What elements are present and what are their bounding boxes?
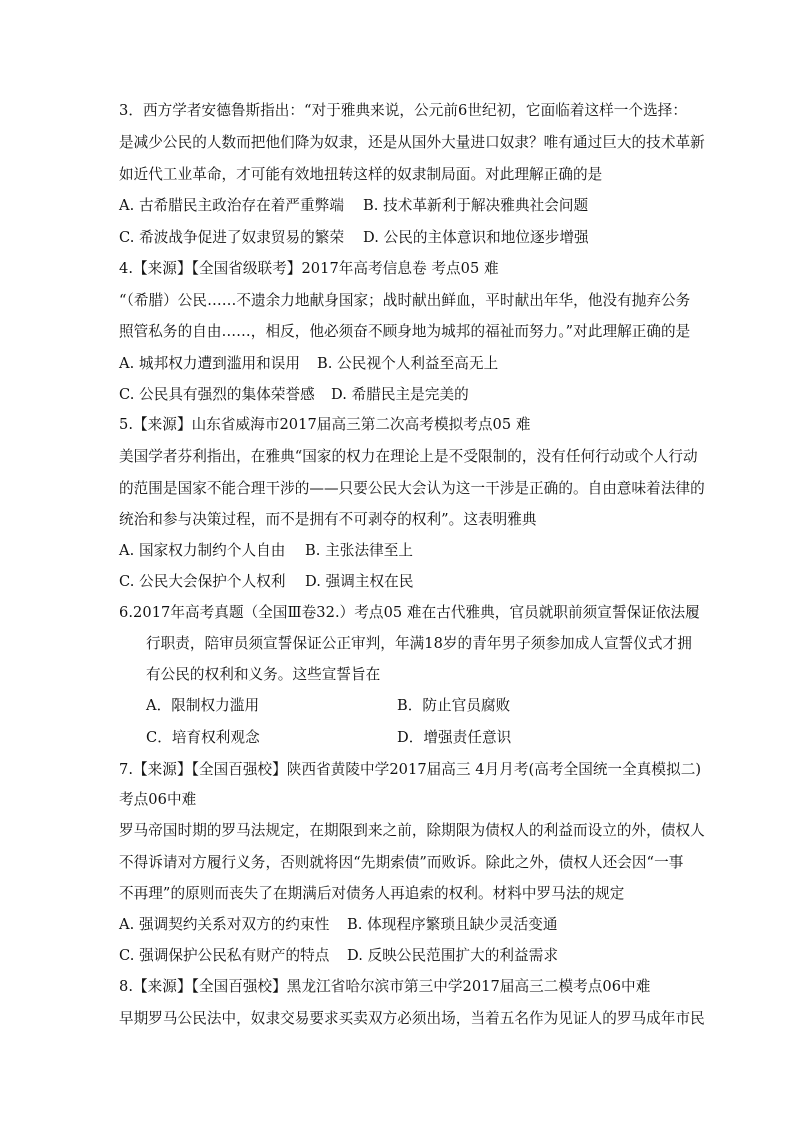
q6-options-row-2 bbox=[146, 728, 511, 748]
q3-options-row-1 bbox=[119, 196, 588, 216]
q7-line-1: 罗马帝国时期的罗马法规定，在期限到来之前，除期限为债权人的利益而设立的外，债权人 bbox=[119, 822, 705, 839]
q5-line-2: 的范围是国家不能合理干涉的——只要公民大会认为这一干涉是正确的。自由意味着法律的 bbox=[119, 480, 705, 497]
q7-line-3: 不再理”的原则而丧失了在期满后对债务人再追索的权利。材料中罗马法的规定 bbox=[119, 885, 625, 902]
q7-option-a: A. 强调契约关系对双方的约束性 bbox=[119, 916, 330, 933]
q4-line-1: “（希腊）公民……不遗余力地献身国家；战时献出鲜血，平时献出年华，他没有抛弃公务 bbox=[119, 292, 691, 309]
q4-line-2: 照管私务的自由……，相反，他必须奋不顾身地为城邦的福祉而努力。”对此理解正确的是 bbox=[119, 323, 691, 340]
q4-option-d: D. 希腊民主是完美的 bbox=[331, 386, 469, 403]
q4-options-row-1 bbox=[119, 354, 498, 374]
q6-line-1: 6.2017年高考真题（全国Ⅲ卷32.）考点05 难在古代雅典，官员就职前须宣誓保证依法履 bbox=[119, 604, 700, 621]
q5-options-row-2 bbox=[119, 572, 413, 592]
q3-options-row-2 bbox=[119, 228, 589, 248]
q8-header: 8.【来源】【全国百强校】黑龙江省哈尔滨市第三中学2017届高三二模考点06中难 bbox=[119, 978, 651, 995]
q4-header: 4.【来源】【全国省级联考】2017年高考信息卷 考点05 难 bbox=[119, 260, 499, 277]
q7-option-c: C. 强调保护公民私有财产的特点 bbox=[119, 947, 330, 964]
q7-header-line-2: 考点06中难 bbox=[119, 791, 197, 808]
q5-line-3: 统治和参与决策过程，而不是拥有不可剥夺的权利”。这表明雅典 bbox=[119, 511, 537, 528]
q4-option-b: B. 公民视个人利益至高无上 bbox=[317, 355, 499, 372]
q7-option-d: D. 反映公民范围扩大的利益需求 bbox=[347, 947, 558, 964]
q3-option-c: C. 希波战争促进了奴隶贸易的繁荣 bbox=[119, 229, 345, 246]
q6-option-a: A．限制权力滥用 bbox=[146, 697, 260, 714]
q7-option-b: B. 体现程序繁琐且缺少灵活变通 bbox=[347, 916, 558, 933]
q3-option-a: A. 古希腊民主政治存在着严重弊端 bbox=[119, 197, 344, 214]
q3-line-2: 是减少公民的人数而把他们降为奴隶，还是从国外大量进口奴隶？唯有通过巨大的技术革新 bbox=[119, 134, 705, 151]
q5-option-b: B. 主张法律至上 bbox=[305, 542, 414, 559]
q7-header-line-1: 7.【来源】【全国百强校】陕西省黄陵中学2017届高三 4月月考(高考全国统一全真模拟二) bbox=[119, 761, 702, 778]
q8-line-1: 早期罗马公民法中，奴隶交易要求买卖双方必须出场，当着五名作为见证人的罗马成年市民 bbox=[119, 1010, 705, 1027]
q6-line-3: 有公民的权利和义务。这些宣誓旨在 bbox=[146, 666, 381, 683]
q4-option-a: A. 城邦权力遭到滥用和误用 bbox=[119, 355, 301, 372]
q6-line-2: 行职责，陪审员须宣誓保证公正审判，年满18岁的青年男子须参加成人宣誓仪式才拥 bbox=[146, 635, 692, 652]
q5-line-1: 美国学者芬利指出，在雅典“国家的权力在理论上是不受限制的，没有任何行动或个人行动 bbox=[119, 448, 698, 465]
q3-option-b: B. 技术革新利于解决雅典社会问题 bbox=[363, 197, 589, 214]
q6-option-c: C．培育权利观念 bbox=[146, 729, 260, 746]
q6-option-d: D．增强责任意识 bbox=[397, 729, 512, 746]
q5-option-c: C. 公民大会保护个人权利 bbox=[119, 573, 286, 590]
q6-option-b: B．防止官员腐败 bbox=[397, 697, 511, 714]
q5-option-a: A. 国家权力制约个人自由 bbox=[119, 542, 286, 559]
q3-option-d: D. 公民的主体意识和地位逐步增强 bbox=[363, 229, 589, 246]
q4-options-row-2 bbox=[119, 385, 469, 405]
q6-options-row-1 bbox=[146, 696, 510, 716]
q4-option-c: C. 公民具有强烈的集体荣誉感 bbox=[119, 386, 315, 403]
q7-line-2: 不得诉请对方履行义务，否则就将因“先期索债”而败诉。除此之外，债权人还会因“一事 bbox=[119, 854, 684, 871]
q5-option-d: D. 强调主权在民 bbox=[305, 573, 414, 590]
q5-header: 5.【来源】山东省威海市2017届高三第二次高考模拟考点05 难 bbox=[119, 416, 531, 433]
q3-line-3: 如近代工业革命，才可能有效地扭转这样的奴隶制局面。对此理解正确的是 bbox=[119, 166, 603, 183]
q7-options-row-1 bbox=[119, 915, 558, 935]
q3-line-1: 3．西方学者安德鲁斯指出：“对于雅典来说，公元前6世纪初，它面临着这样一个选择： bbox=[119, 102, 688, 119]
q7-options-row-2 bbox=[119, 946, 558, 966]
q5-options-row-1 bbox=[119, 541, 413, 561]
